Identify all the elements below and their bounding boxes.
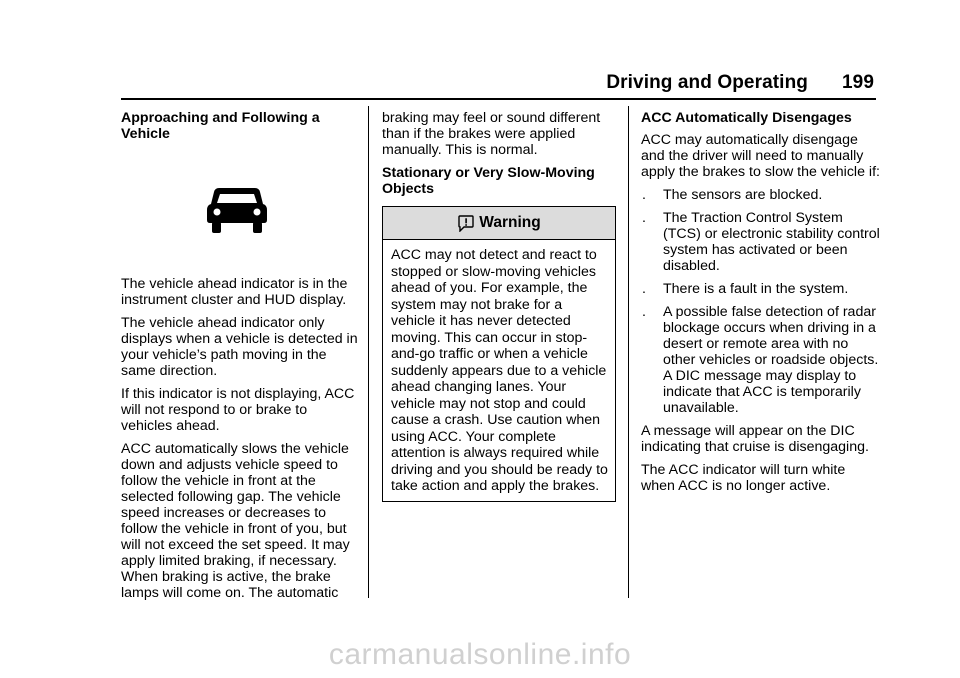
paragraph: The ACC indicator will turn white when ACC is no longer active. bbox=[641, 462, 846, 494]
paragraph: The vehicle ahead indicator only displays when a vehicle is detected in your vehicle’s path moving in the same direction. bbox=[121, 315, 358, 379]
bullet-list bbox=[641, 187, 881, 416]
list-item bbox=[641, 304, 881, 416]
running-head bbox=[606, 72, 874, 94]
list-item-text: The sensors are blocked. bbox=[663, 187, 823, 203]
paragraph: The vehicle ahead indicator is in the instrument cluster and HUD display. bbox=[121, 276, 348, 308]
section-heading: ACC Automatically Disengages bbox=[641, 110, 852, 126]
icon-area bbox=[121, 148, 358, 276]
paragraph: If this indicator is not displaying, ACC will not respond to or brake to vehicles ahead. bbox=[121, 386, 355, 434]
vehicle-ahead-icon bbox=[207, 186, 267, 236]
section-heading: Stationary or Very Slow-Moving Objects bbox=[382, 165, 595, 197]
list-item bbox=[641, 187, 881, 203]
column-divider bbox=[368, 106, 369, 598]
paragraph: ACC automatically slows the vehicle down and adjusts vehicle speed to follow the vehicle in front at the selected following gap. The vehicle speed increases or decreases to follow the vehicle in front of you, but will not exceed the set speed. It may apply limited braking, if necessary. When braking is active, the brake lamps will come on. The automatic bbox=[121, 441, 350, 601]
list-item bbox=[641, 281, 881, 297]
column-2 bbox=[382, 110, 616, 502]
warning-icon bbox=[457, 215, 475, 232]
list-item-text: The Traction Control System (TCS) or electronic stability control system has activated or been disabled. bbox=[663, 210, 880, 274]
paragraph: A message will appear on the DIC indicating that cruise is disengaging. bbox=[641, 423, 869, 455]
warning-title: Warning bbox=[479, 214, 541, 231]
paragraph: ACC may automatically disengage and the driver will need to manually apply the brakes to slow the vehicle if: bbox=[641, 132, 880, 180]
bullet-mark: . bbox=[642, 281, 646, 297]
page-number: 199 bbox=[841, 72, 874, 93]
warning-box bbox=[382, 206, 616, 502]
list-item-text: There is a fault in the system. bbox=[663, 281, 849, 297]
list-item bbox=[641, 210, 881, 274]
section-heading: Approaching and Following a Vehicle bbox=[121, 110, 320, 142]
section-title: Driving and Operating bbox=[606, 72, 808, 93]
bullet-mark: . bbox=[642, 187, 646, 203]
column-1 bbox=[121, 110, 358, 608]
column-3 bbox=[641, 110, 881, 501]
header-rule bbox=[121, 98, 876, 100]
watermark: carmanualsonline.info bbox=[328, 638, 632, 671]
paragraph: braking may feel or sound different than if the brakes were applied manually. This is normal. bbox=[382, 110, 601, 158]
warning-body: ACC may not detect and react to stopped or slow-moving vehicles ahead of you. For example, the system may not brake for a vehicle it has never detected moving. This can occur in stop-and-go traffic or when a vehicle suddenly appears due to a vehicle ahead changing lanes. Your vehicle may not stop and could cause a crash. Use caution when using ACC. Your complete attention is always required while driving and you should be ready to take action and apply the brakes. bbox=[391, 247, 608, 494]
bullet-mark: . bbox=[642, 304, 646, 320]
column-divider bbox=[628, 106, 629, 598]
warning-header bbox=[383, 207, 615, 240]
list-item-text: A possible false detection of radar blockage occurs when driving in a desert or remote area with no other vehicles or roadside objects. A DIC message may display to indicate that ACC is temporarily unavailable. bbox=[663, 304, 879, 416]
bullet-mark: . bbox=[642, 210, 646, 226]
